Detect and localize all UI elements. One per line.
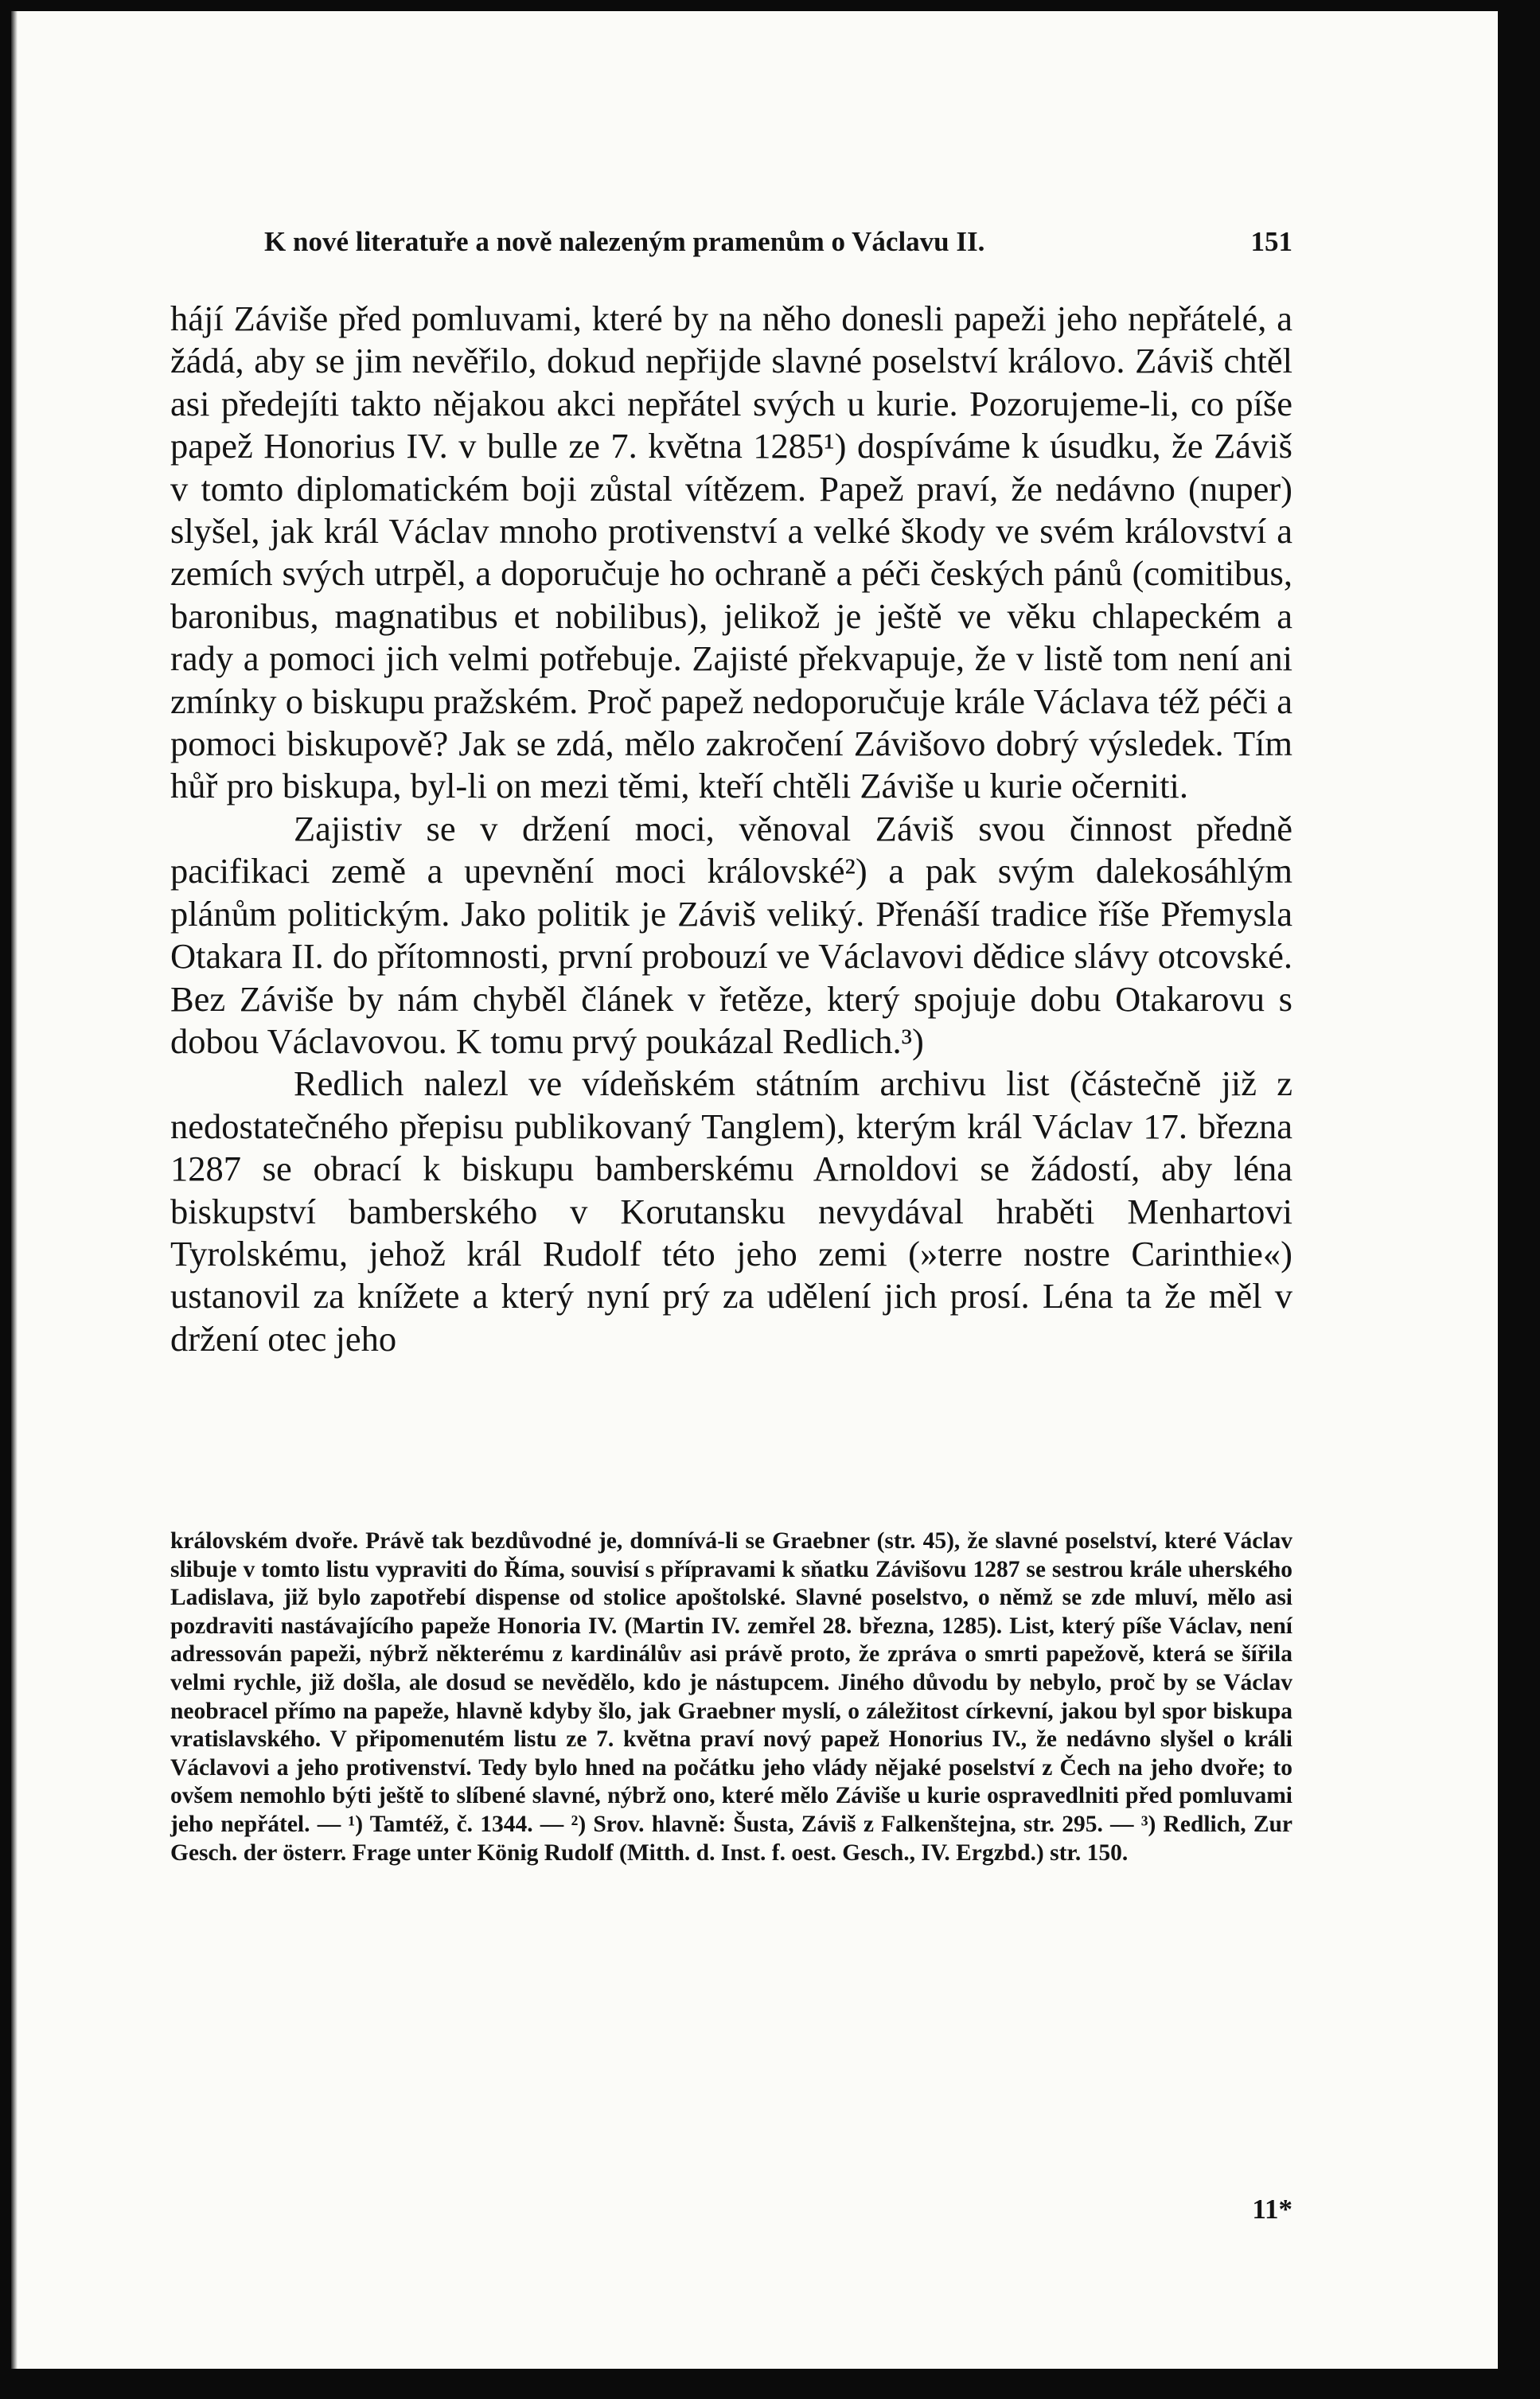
scan-edge-shadow [11,11,18,2369]
body-paragraph-1: hájí Záviše před pomluvami, které by na něho donesli papeži jeho nepřátelé, a žádá, aby se jim nevěřilo, dokud nepřijde slavné poselství královo. Záviš chtěl asi předejíti takto nějakou akci nepřátel svých u kurie. Pozorujeme-li, co píše papež Honorius IV. v bulle ze 7. května 1285¹) dospíváme k úsudku, že Záviš v tomto diplomatickém boji zůstal vítězem. Papež praví, že nedávno (nuper) slyšel, jak král Václav mnoho protivenství a velké škody ve svém království a zemích svých utrpěl, a doporučuje ho ochraně a péči českých pánů (comitibus, baronibus, magnatibus et nobilibus), jelikož je ještě ve věku chlapeckém a rady a pomoci jich velmi potřebuje. Zajisté překvapuje, že v listě tom není ani zmínky o biskupu pražském. Proč papež nedoporučuje krále Václava též péči a pomoci biskupově? Jak se zdá, mělo zakročení Závišovo dobrý výsledek. Tím hůř pro biskupa, byl-li on mezi těmi, kteří chtěli Záviše u kurie očerniti. [170,298,1292,806]
running-header [264,226,1292,266]
footnotes [170,1527,1292,1867]
document-page [11,11,1498,2369]
body-paragraph-3: Redlich nalezl ve vídeňském státním archivu list (částečně již z nedostatečného přepisu publikovaný Tanglem), kterým král Václav 17. března 1287 se obrací k biskupu bamberskému Arnoldovi se žádostí, aby léna biskupství bamberského v Korutansku nevydával hraběti Menhartovi Tyrolskému, jehož král Rudolf této jeho zemi (»terre nostre Carinthie«) ustanovil za knížete a který nyní prý za udělení jich prosí. Léna ta že měl v držení otec jeho [170,1063,1292,1359]
running-title: K nové literatuře a nově nalezeným pramenům o Václavu II. [264,226,985,257]
main-text [170,298,1292,1360]
signature-mark: 11* [1252,2194,1292,2225]
page-number: 151 [1250,226,1292,257]
footnote-text: královském dvoře. Právě tak bezdůvodné je, domnívá-li se Graebner (str. 45), že slavné poselství, které Václav slibuje v tomto listu vypraviti do Říma, souvisí s přípravami k sňatku Závišovu 1287 se sestrou krále uherského Ladislava, již bylo zapotřebí dispense od stolice apoštolské. Slavné poselstvo, o němž se zde mluví, mělo asi pozdraviti nastávajícího papeže Honoria IV. (Martin IV. zemřel 28. března, 1285). List, který píše Václav, není adressován papeži, nýbrž některému z kardinálův asi právě proto, že zpráva o smrti papežově, která se šířila velmi rychle, již došla, ale dosud se nevědělo, kdo je nástupcem. Jiného důvodu by nebylo, proč by se Václav neobracel přímo na papeže, hlavně kdyby šlo, jak Graebner myslí, o záležitost církevní, jakou byl spor biskupa vratislavského. V připomenutém listu ze 7. května praví nový papež Honorius IV., že nedávno slyšel o králi Václavovi a jeho protivenství. Tedy bylo hned na počátku jeho vlády nějaké poselství z Čech na jeho dvoře; to ovšem nemohlo býti ještě to slíbené slavné, nýbrž ono, které mělo Záviše u kurie ospravedlniti před pomluvami jeho nepřátel. — ¹) Tamtéž, č. 1344. — ²) Srov. hlavně: Šusta, Záviš z Falkenštejna, str. 295. — ³) Redlich, Zur Gesch. der österr. Frage unter König Rudolf (Mitth. d. Inst. f. oest. Gesch., IV. Ergzbd.) str. 150. [170,1528,1292,1866]
body-paragraph-2: Zajistiv se v držení moci, věnoval Záviš svou činnost předně pacifikaci země a upevnění moci královské²) a pak svým dalekosáhlým plánům politickým. Jako politik je Záviš veliký. Přenáší tradice říše Přemysla Otakara II. do přítomnosti, první probouzí ve Václavovi dědice slávy otcovské. Bez Záviše by nám chyběl článek v řetěze, který spojuje dobu Otakarovu s dobou Václavovou. K tomu prvý poukázal Redlich.³) [170,808,1292,1061]
